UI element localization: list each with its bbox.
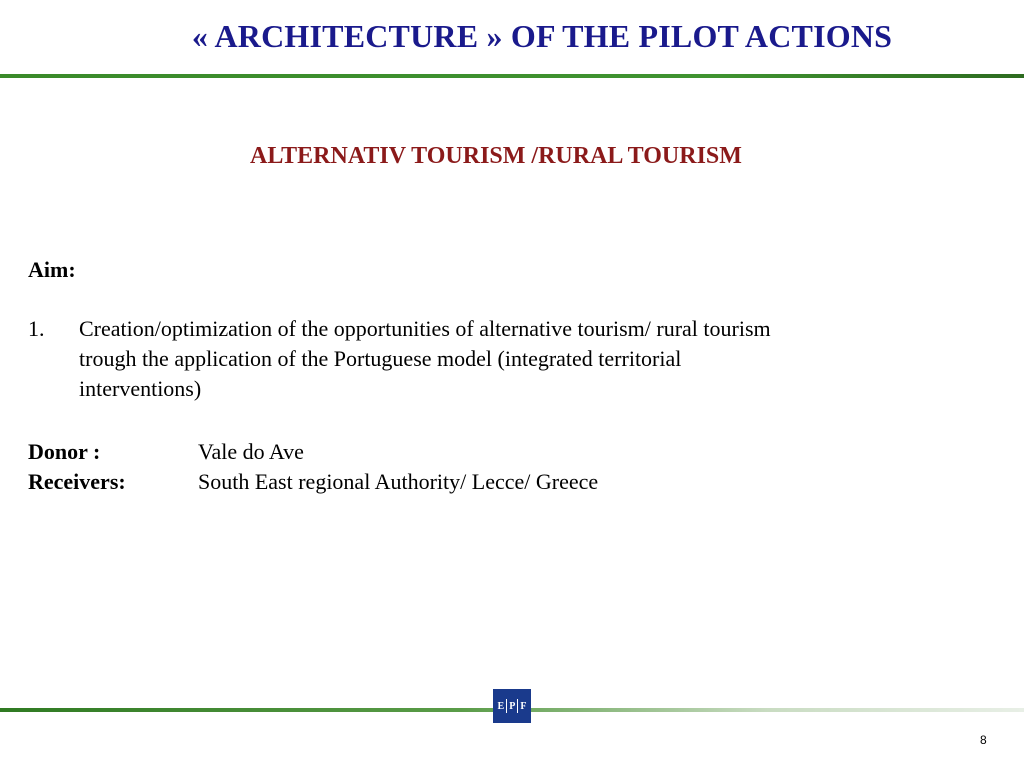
item-line-1: Creation/optimization of the opportunities of alternative tourism/ rural tourism (79, 316, 771, 341)
item-line-2: trough the application of the Portuguese model (integrated territorial (79, 346, 682, 371)
logo-letter-p: P (509, 700, 516, 712)
donor-label: Donor : (28, 439, 101, 464)
donor-value: Vale do Ave (198, 439, 304, 464)
slide-subtitle: ALTERNATIV TOURISM /RURAL TOURISM (250, 143, 742, 169)
top-divider (0, 74, 1024, 78)
epf-logo (493, 689, 531, 723)
item-number: 1. (28, 316, 45, 341)
receivers-label: Receivers: (28, 469, 126, 494)
logo-letter-f: F (520, 700, 527, 712)
logo-letter-e: E (497, 700, 505, 712)
slide-title: « ARCHITECTURE » OF THE PILOT ACTIONS (191, 18, 893, 54)
item-line-3: interventions) (79, 376, 202, 401)
receivers-value: South East regional Authority/ Lecce/ Greece (198, 469, 599, 494)
page-number: 8 (980, 733, 987, 747)
aim-label: Aim: (28, 257, 76, 282)
